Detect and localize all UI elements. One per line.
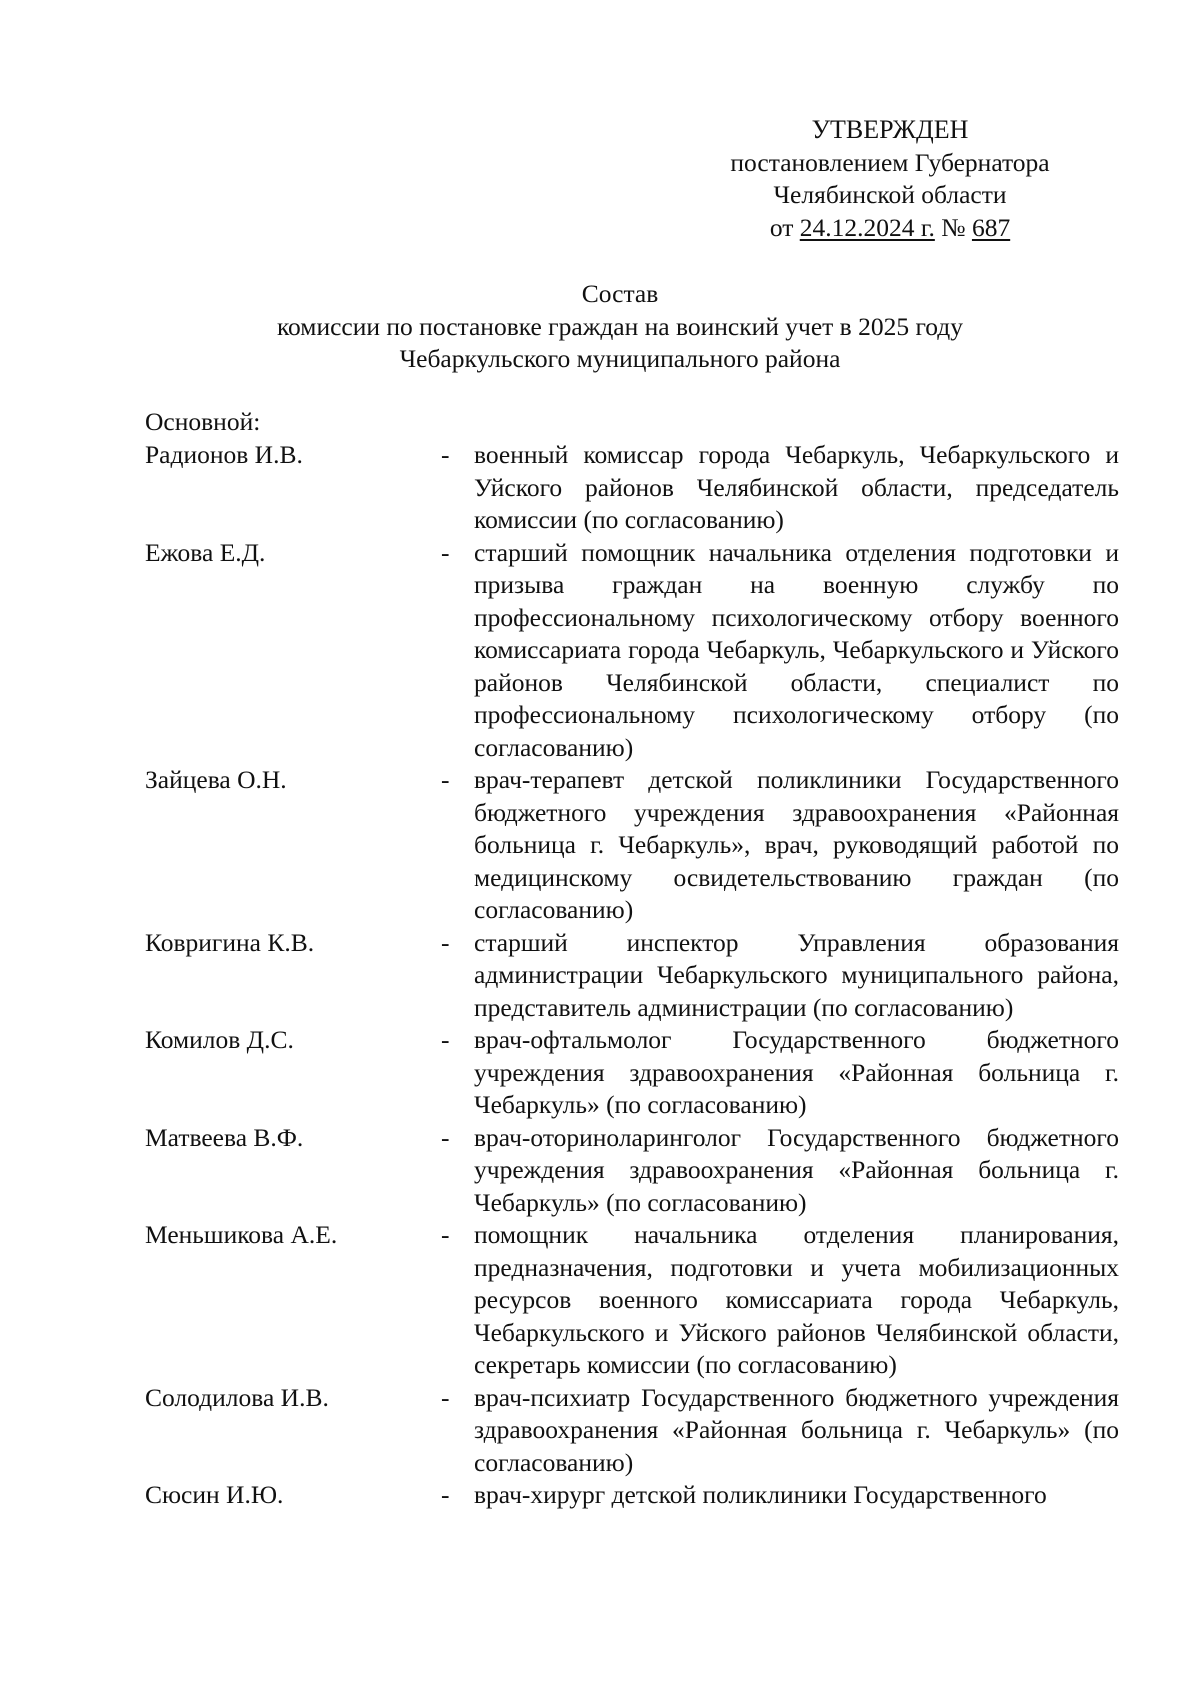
member-row (145, 537, 1120, 765)
member-separator: - (441, 1382, 450, 1412)
document-title (120, 278, 1120, 376)
member-name: Сюсин И.Ю. (145, 1480, 284, 1509)
member-row (145, 927, 1120, 1025)
approval-block (700, 114, 1080, 244)
member-row (145, 1122, 1120, 1220)
approval-region: Челябинской области (773, 180, 1007, 209)
title-line-1: Состав (581, 279, 659, 308)
member-separator: - (441, 1480, 450, 1509)
member-description: врач-хирург детской поликлиники Государственного (474, 1480, 1047, 1509)
member-name: Ежова Е.Д. (145, 537, 266, 567)
member-description: врач-оториноларинголог Государственного бюджетного учреждения здравоохранения «Районная больница г. Чебаркуль» (по согласованию) (474, 1122, 1119, 1217)
member-separator: - (441, 1025, 450, 1054)
approval-number: 687 (971, 212, 1011, 242)
approval-number-prefix: № (941, 212, 966, 242)
member-separator: - (441, 537, 450, 567)
member-name: Солодилова И.В. (145, 1382, 329, 1412)
members-list (145, 439, 1120, 1512)
member-name: Меньшикова А.Е. (145, 1220, 338, 1249)
member-row (145, 1024, 1120, 1122)
member-description: старший инспектор Управления образования администрации Чебаркульского муниципального района, представитель администрации (по согласованию) (474, 927, 1119, 1022)
member-name: Радионов И.В. (145, 440, 303, 469)
member-row (145, 439, 1120, 537)
approval-date-line (700, 212, 1080, 245)
member-name: Матвеева В.Ф. (145, 1122, 304, 1152)
approval-date: 24.12.2024 г. (799, 212, 935, 242)
title-line-2: комиссии по постановке граждан на воинский учет в 2025 году (276, 311, 964, 341)
member-separator: - (441, 440, 450, 469)
member-description: военный комиссар города Чебаркуль, Чебаркульского и Уйского районов Челябинской области, председатель комиссии (по согласованию) (474, 440, 1119, 534)
member-description: врач-психиатр Государственного бюджетного учреждения здравоохранения «Районная больница г. Чебаркуль» (по согласованию) (474, 1382, 1119, 1477)
member-name: Комилов Д.С. (145, 1025, 294, 1054)
member-row (145, 764, 1120, 927)
section-label: Основной: (145, 407, 261, 436)
member-row (145, 1219, 1120, 1382)
member-separator: - (441, 1122, 450, 1152)
approval-authority: постановлением Губернатора (730, 147, 1050, 177)
member-description: помощник начальника отделения планирования, предназначения, подготовки и учета мобилизационных ресурсов военного комиссариата города Чебаркуль, Чебаркульского и Уйского районов Челябинской области, секретарь комиссии (по согласованию) (474, 1220, 1119, 1379)
member-description: врач-терапевт детской поликлиники Государственного бюджетного учреждения здравоохранения «Районная больница г. Чебаркуль», врач, руководящий работой по медицинскому освидетельствованию граждан (по согласованию) (474, 765, 1119, 924)
member-description: старший помощник начальника отделения подготовки и призыва граждан на военную службу по профессиональному психологическому отбору военного комиссариата города Чебаркуль, Чебаркульского и Уйского районов Челябинской области, специалист по профессиональному психологическому отбору (по согласованию) (474, 537, 1119, 762)
member-name: Зайцева О.Н. (145, 765, 287, 794)
member-separator: - (441, 1220, 450, 1249)
member-row (145, 1382, 1120, 1480)
member-separator: - (441, 927, 450, 957)
member-row (145, 1479, 1120, 1512)
member-name: Ковригина К.В. (145, 927, 315, 957)
member-separator: - (441, 765, 450, 794)
approval-date-prefix: от (769, 212, 794, 242)
member-description: врач-офтальмолог Государственного бюджетного учреждения здравоохранения «Районная больница г. Чебаркуль» (по согласованию) (474, 1025, 1119, 1119)
title-line-3: Чебаркульского муниципального района (399, 344, 841, 373)
approval-stamp: УТВЕРЖДЕН (811, 115, 969, 144)
